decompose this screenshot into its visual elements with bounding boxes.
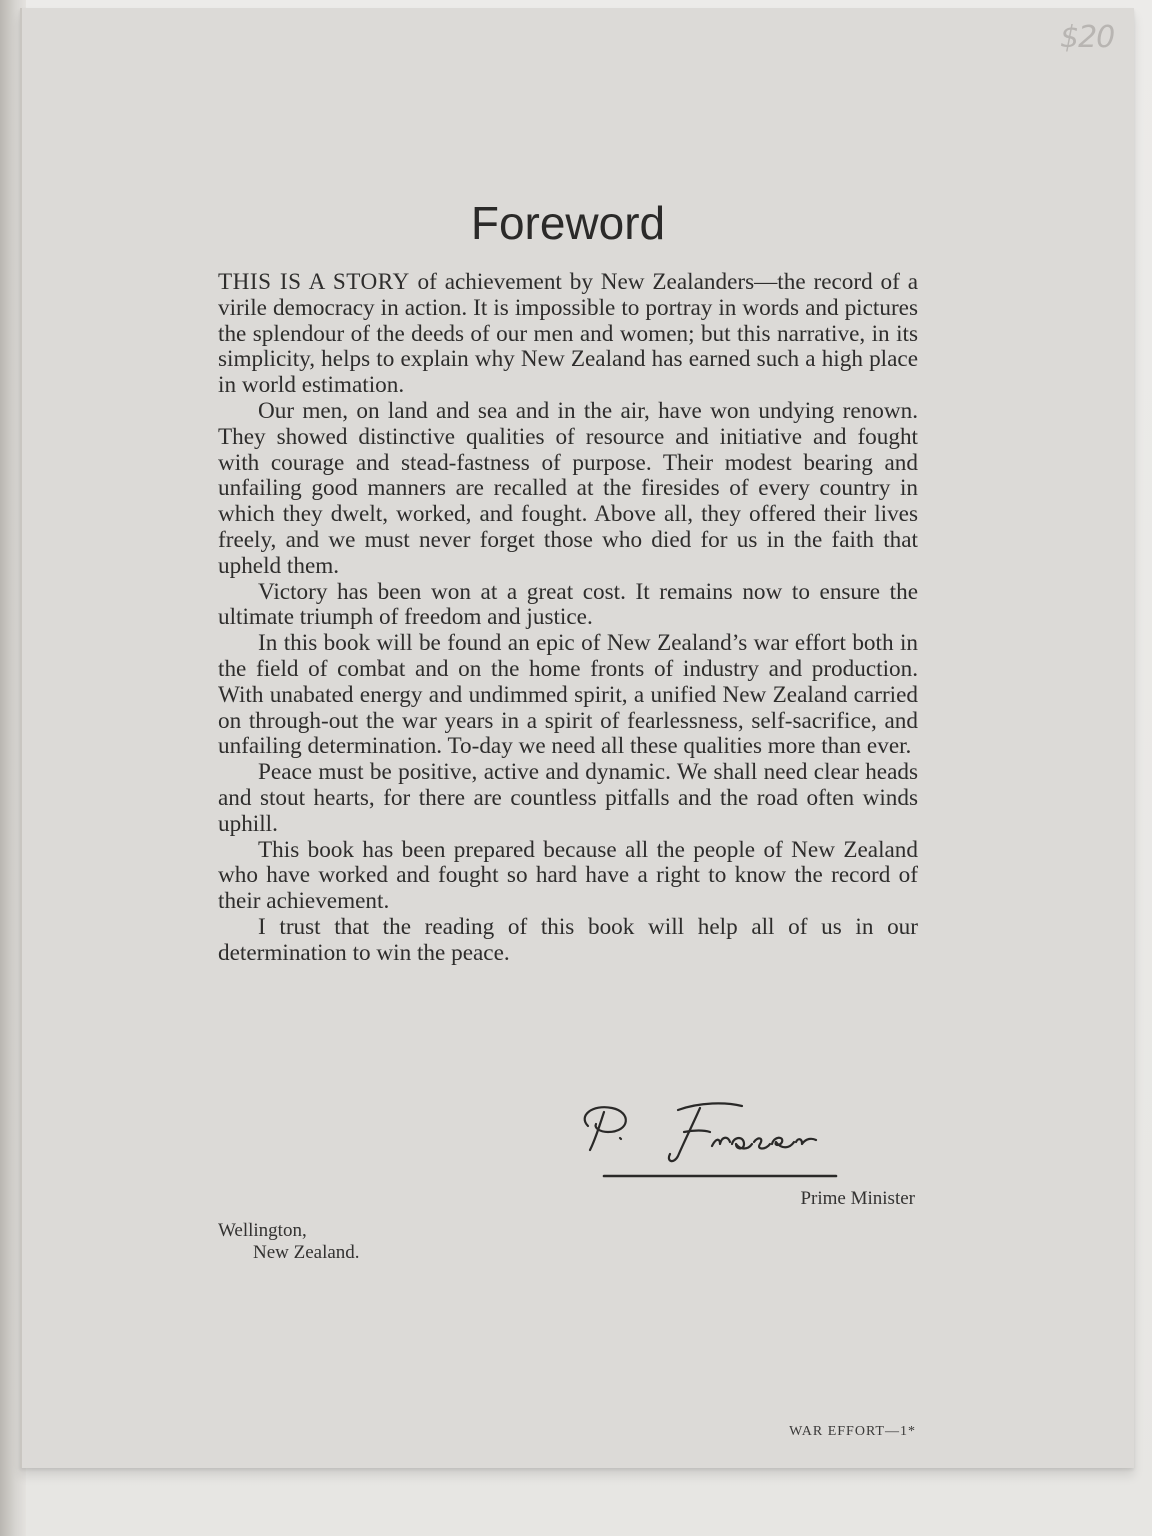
page-title: Foreword <box>470 197 666 249</box>
paragraph-1-lead: THIS IS A STORY <box>218 269 410 295</box>
signatory-role: Prime Minister <box>800 1188 915 1209</box>
paragraph-2: Our men, on land and sea and in the air, have won undying renown. They showed distinctive qualities of resource and initiative and fought with courage and stead-fastness of purpose. Their modest bearing and unfailing good manners are recalled at the firesides of every country in which they dwelt, worked, and fought. Above all, they offered their lives freely, and we must never forget those who died for us in the faith that upheld them. <box>218 397 918 579</box>
foreword-body <box>218 270 918 967</box>
paragraph-4: In this book will be found an epic of New Zealand’s war effort both in the field of combat and on the home fronts of industry and production. With unabated energy and undimmed spirit, a unified New Zealand carried on through-out the war years in a spirit of fearlessness, self-sacrifice, and unfailing determination. To-day we need all these qualities more than ever. <box>218 630 918 760</box>
handwritten-signature-icon <box>560 1092 860 1182</box>
place-line-2: New Zealand. <box>253 1242 360 1263</box>
place-line-1: Wellington, <box>218 1220 307 1241</box>
pencil-price-mark: $20 <box>1060 20 1115 55</box>
paragraph-3: Victory has been won at a great cost. It remains now to ensure the ultimate triumph of freedom and justice. <box>218 578 918 631</box>
page-footer-signature: WAR EFFORT—1* <box>789 1424 916 1439</box>
paragraph-5: Peace must be positive, active and dynamic. We shall need clear heads and stout hearts, for there are countless pitfalls and the road often winds uphill. <box>218 759 918 837</box>
paragraph-6: This book has been prepared because all the people of New Zealand who have worked and fought so hard have a right to know the record of their achievement. <box>218 836 918 915</box>
signature <box>560 1092 860 1182</box>
paragraph-7: I trust that the reading of this book will help all of us in our determination to win the peace. <box>218 913 918 966</box>
paragraph-1 <box>218 270 918 399</box>
paragraph-1-text: of achievement by New Zealanders—the record of a virile democracy in action. It is impossible to portray in words and pictures the splendour of the deeds of our men and women; but this narrative, in its simplicity, helps to explain why New Zealand has earned such a high place in world estimation. <box>218 269 918 399</box>
